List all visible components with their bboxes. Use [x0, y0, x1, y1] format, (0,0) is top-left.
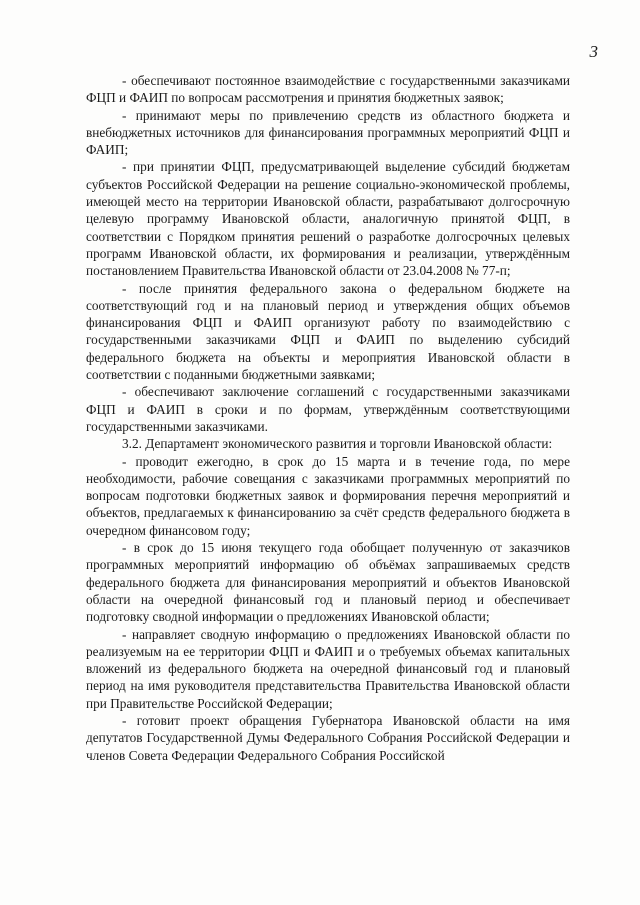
paragraph: - обеспечивают постоянное взаимодействие с государственными заказчиками ФЦП и ФАИП по вопросам рассмотрения и принятия бюджетных заявок;	[86, 73, 570, 106]
paragraph: - после принятия федерального закона о федеральном бюджете на соответствующий год и на плановый период и утверждения общих объемов финансирования ФЦП и ФАИП организуют работу по взаимодействию с государственными заказчиками ФЦП и ФАИП по выделению субсидий федерального бюджета на объекты и мероприятия Ивановской области в соответствии с поданными бюджетными заявками;	[86, 280, 570, 383]
page-number: 3	[589, 42, 598, 61]
paragraph: - проводит ежегодно, в срок до 15 марта и в течение года, по мере необходимости, рабочие совещания с заказчиками программных мероприятий по вопросам подготовки бюджетных заявок и формирования перечня мероприятий и объектов, предлагаемых к финансированию за счёт средств федерального бюджета в очередном финансовом году;	[86, 453, 570, 538]
paragraph: - обеспечивают заключение соглашений с государственными заказчиками ФЦП и ФАИП в сроки и по формам, утверждённым соответствующими государственными заказчиками.	[86, 384, 570, 434]
paragraph: - готовит проект обращения Губернатора Ивановской области на имя депутатов Государственной Думы Федерального Собрания Российской Федерации и членов Совета Федерации Федерального Собрания Российской	[86, 712, 570, 763]
paragraph: - направляет сводную информацию о предложениях Ивановской области по реализуемым на ее территории ФЦП и ФАИП и о требуемых объемах капитальных вложений из федерального бюджета на очередной финансовый год и плановый период на имя руководителя представительства Правительства Ивановской области при Правительстве Российской Федерации;	[86, 626, 570, 711]
paragraph: - принимают меры по привлечению средств из областного бюджета и внебюджетных источников для финансирования программных мероприятий ФЦП и ФАИП;	[86, 107, 570, 158]
document-body	[86, 72, 570, 764]
paragraph: - при принятии ФЦП, предусматривающей выделение субсидий бюджетам субъектов Российской Федерации на решение социально-экономической проблемы, имеющей место на территории Ивановской области, разрабатывают долгосрочную целевую программу Ивановской области, аналогичную принятой ФЦП, в соответствии с Порядком принятия решений о разработке долгосрочных целевых программ Ивановской области, их формирования и реализации, утверждённым постановлением Правительства Ивановской области от 23.04.2008 № 77-п;	[86, 159, 570, 279]
paragraph: - в срок до 15 июня текущего года обобщает полученную от заказчиков программных мероприятий информацию об объёмах запрашиваемых средств федерального бюджета для финансирования мероприятий и объектов Ивановской области на очередной финансовый год и плановый период и обеспечивает подготовку сводной информации о предложениях Ивановской области;	[86, 540, 570, 625]
section-heading-3-2: 3.2. Департамент экономического развития и торговли Ивановской области:	[122, 436, 553, 452]
